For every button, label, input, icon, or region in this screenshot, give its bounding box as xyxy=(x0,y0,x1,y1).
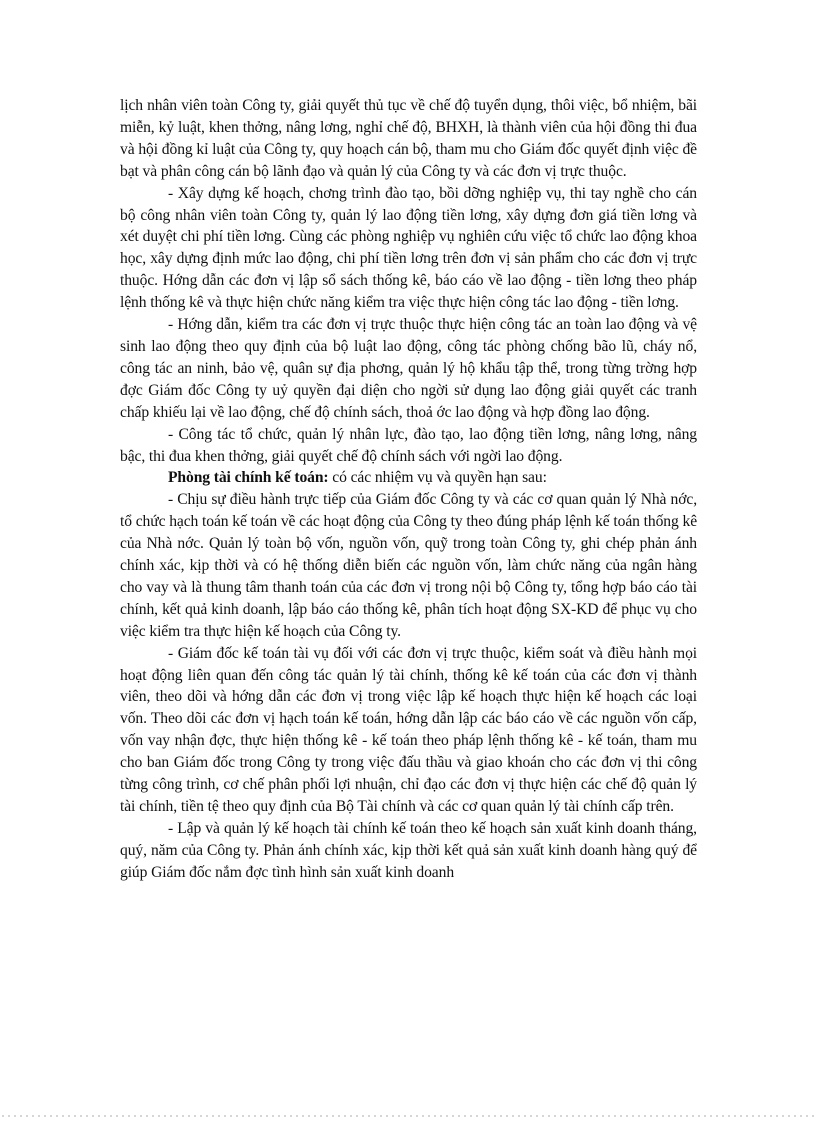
page-bottom-dotted-line xyxy=(0,1113,816,1119)
paragraph-1: lịch nhân viên toàn Công ty, giải quyết thủ tục về chế độ tuyển dụng, thôi việc, bổ nhiệm, bãi miễn, kỷ luật, khen thởng, nâng lơng, nghỉ chế độ, BHXH, là thành viên của hội đồng thi đua và hội đồng kỉ luật của Công ty, quy hoạch cán bộ, tham mu cho Giám đốc quyết định việc đề bạt và phân công cán bộ lãnh đạo và quản lý của Công ty và các đơn vị trực thuộc. xyxy=(120,97,697,180)
document-page xyxy=(120,95,697,884)
paragraph-6: - Giám đốc kế toán tài vụ đối với các đơn vị trực thuộc, kiểm soát và điều hành mọi hoạt động liên quan đến công tác quản lý tài chính, thống kê kế toán của các đơn vị thành viên, theo dõi và hớng dẫn các đơn vị trong việc lập kế hoạch thực hiện kế hoạch các loại vốn. Theo dõi các đơn vị hạch toán kế toán, hớng dẫn lập các báo cáo về các nguồn vốn cấp, vốn vay nhận đợc, thực hiện thống kê - kế toán theo pháp lệnh thống kê - kế toán, tham mu cho ban Giám đốc trong Công ty trong việc đấu thầu và giao khoán cho các đơn vị thi công từng công trình, cơ chế phân phối lợi nhuận, chỉ đạo các đơn vị thực hiện các chế độ quản lý tài chính, tiền tệ theo quy định của Bộ Tài chính và các cơ quan quản lý tài chính cấp trên. xyxy=(120,644,697,815)
section-heading-paragraph xyxy=(120,467,697,489)
paragraph-2: - Xây dựng kế hoạch, chơng trình đào tạo, bồi dỡng nghiệp vụ, thi tay nghề cho cán bộ công nhân viên toàn Công ty, quản lý lao động tiền lơng, xây dựng đơn giá tiền lơng và xét duyệt chi phí tiền lơng. Cùng các phòng nghiệp vụ nghiên cứu việc tổ chức lao động khoa học, xây dựng định mức lao động, chi phí tiền lơng trên đơn vị sản phẩm cho các đơn vị trực thuộc. Hớng dẫn các đơn vị lập sổ sách thống kê, báo cáo về lao động - tiền lơng theo pháp lệnh thống kê và thực hiện chức năng kiểm tra việc thực hiện công tác lao động - tiền lơng. xyxy=(120,184,697,312)
section-heading-text: có các nhiệm vụ và quyền hạn sau: xyxy=(328,469,547,487)
paragraph-5: - Chịu sự điều hành trực tiếp của Giám đốc Công ty và các cơ quan quản lý Nhà nớc, tổ chức hạch toán kế toán về các hoạt động của Công ty theo đúng pháp lệnh kế toán thống kê của Nhà nớc. Quản lý toàn bộ vốn, nguồn vốn, quỹ trong toàn Công ty, ghi chép phản ánh chính xác, kịp thời và có hệ thống diễn biến các nguồn vốn, làm chức năng của ngân hàng cho vay và là thung tâm thanh toán của các đơn vị trong nội bộ Công ty, tổng hợp báo cáo tài chính, kết quả kinh doanh, lập báo cáo thống kê, phân tích hoạt động SX-KD để phục vụ cho việc kiểm tra thực hiện kế hoạch của Công ty. xyxy=(120,491,698,640)
paragraph-3: - Hớng dẫn, kiểm tra các đơn vị trực thuộc thực hiện công tác an toàn lao động và vệ sinh lao động theo quy định của bộ luật lao động, công tác phòng chống bão lũ, cháy nổ, công tác an ninh, bảo vệ, quân sự địa phơng, quản lý hộ khẩu tập thể, trong từng trờng hợp đợc Giám đốc Công ty uỷ quyền đại diện cho ngời sử dụng lao động giải quyết các tranh chấp khiếu lại về lao động, chế độ chính sách, thoả ớc lao động và hợp đồng lao động. xyxy=(120,316,697,421)
paragraph-4: - Công tác tổ chức, quản lý nhân lực, đào tạo, lao động tiền lơng, nâng lơng, nâng bậc, thi đua khen thởng, giải quyết chế độ chính sách với ngời lao động. xyxy=(120,425,697,465)
section-heading-label: Phòng tài chính kế toán: xyxy=(168,469,329,487)
paragraph-7: - Lập và quản lý kế hoạch tài chính kế toán theo kế hoạch sản xuất kinh doanh tháng, quý, năm của Công ty. Phản ánh chính xác, kịp thời kết quả sản xuất kinh doanh hàng quý để giúp Giám đốc nắm đợc tình hình sản xuất kinh doanh xyxy=(120,819,697,881)
